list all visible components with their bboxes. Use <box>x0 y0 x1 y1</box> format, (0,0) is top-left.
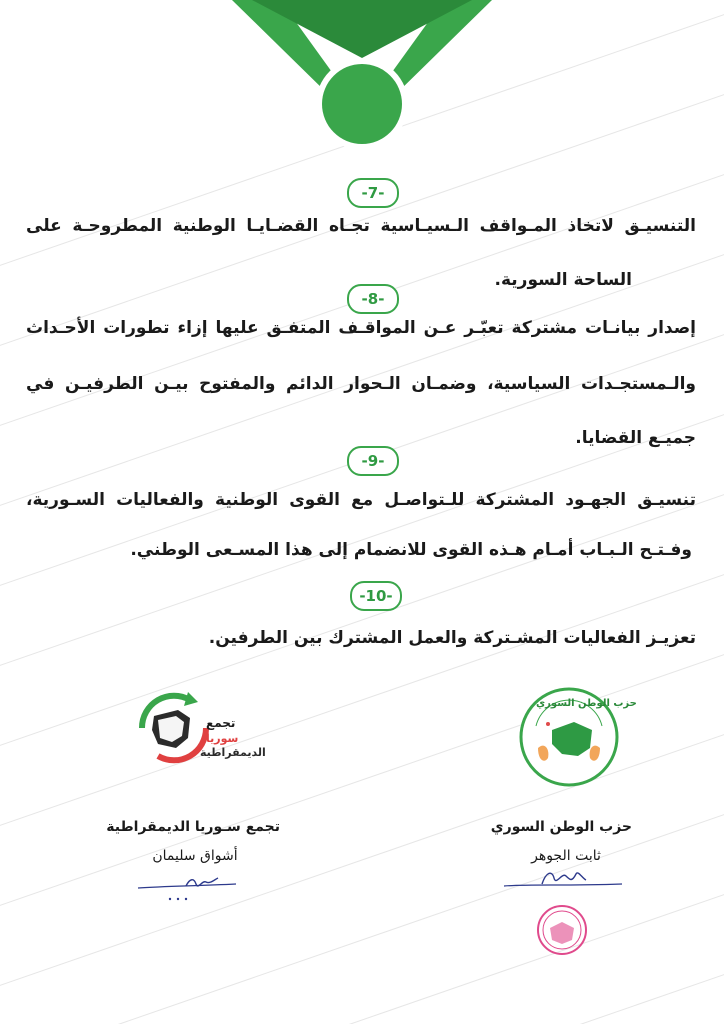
item-number-10: -10- <box>350 581 402 611</box>
democratic-logo-text-2: سوريا <box>206 732 239 745</box>
item-8-line-2: والـمستجـدات السياسية، وضمـان الـحوار الدائم والمفتوح بيـن الطرفيـن في <box>26 374 696 394</box>
right-signature <box>502 864 628 894</box>
right-party-name: حزب الوطن السوري <box>490 819 632 835</box>
left-signature <box>136 872 246 904</box>
left-party-name: تجمع سـوريا الديمقراطية <box>106 819 280 835</box>
item-number-8: -8- <box>347 284 399 314</box>
democratic-logo-text-3: الديمقراطية <box>200 746 266 759</box>
item-7-line-1: التنسيـق لاتخاذ المـواقف الـسيـاسية تجـاه القضـايـا الوطنية المطروحـة على <box>26 216 696 236</box>
item-7-line-2: الساحة السورية. <box>494 270 632 290</box>
left-person-name: أشواق سليمان <box>152 848 238 864</box>
item-8-line-3: جميـع القضايا. <box>575 428 696 448</box>
item-9-line-2: وفـتـح الـبـاب أمـام هـذه القوى للانضمام إلى هذا المسـعى الوطني. <box>130 540 692 560</box>
homeland-logo-text: حزب الوطن السوري <box>536 698 637 709</box>
democratic-logo-text-1: تجمع <box>206 716 236 730</box>
item-number-9: -9- <box>347 446 399 476</box>
item-8-line-1: إصدار بيانـات مشتركة تعبّـر عـن المواقـف المتفـق عليها إزاء تطورات الأحـداث <box>26 318 696 338</box>
right-person-name: ثابت الجوهر <box>531 848 601 864</box>
item-number-7: -7- <box>347 178 399 208</box>
item-10-line-1: تعزيـز الفعاليات المشـتركة والعمل المشترك بين الطرفين. <box>208 628 696 648</box>
item-9-line-1: تنسيـق الجهـود المشتركة للـتواصـل مع القوى الوطنية والفعاليات السـورية، <box>26 490 696 510</box>
party-stamp <box>532 902 592 958</box>
